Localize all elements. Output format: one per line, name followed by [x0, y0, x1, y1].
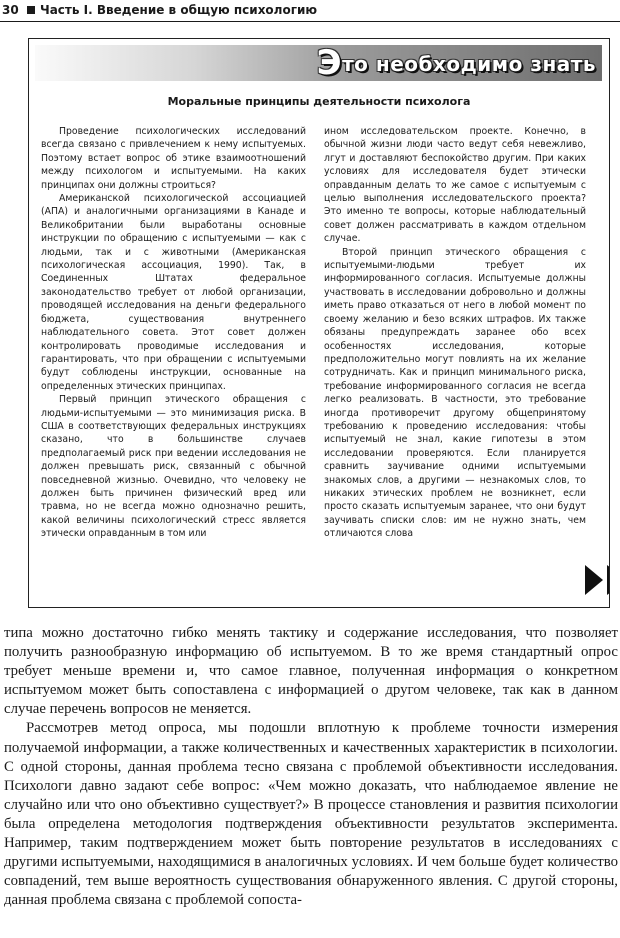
banner-first-letter: Э	[316, 43, 343, 83]
banner-rest: то необходимо знать	[342, 52, 596, 76]
sidebar-banner	[35, 45, 602, 81]
page-number: 30	[2, 3, 19, 17]
sidebar-left-column	[41, 125, 306, 541]
sidebar-right-column	[324, 125, 586, 541]
square-bullet-icon	[27, 6, 35, 14]
sidebar-paragraph: ином исследовательском проекте. Конечно, в обычной жизни люди часто ведут себя невежливо, лгут и доставляют беспокойство другим. При каких условиях для исследователя будет этически оправданным делать то же самое с испытуемым с целью выполнения исследовательского проекта? Это именно те вопросы, которые наблюдательный совет должен рассматривать в каждом отдельном случае.	[324, 126, 586, 245]
banner-title	[316, 43, 596, 83]
body-paragraph: типа можно достаточно гибко менять тактику и содержание исследования, что позволяет получить разнообразную информацию об испытуемом. В то же время стандартный опрос требует меньше времени и, что самое главное, полученная информация о конкретном испытуемом может быть сопоставлена с информацией о другом человеке, так как в данном случае перечень вопросов не меняется.	[4, 625, 618, 718]
running-header	[0, 0, 620, 22]
sidebar-paragraph: Второй принцип этического обращения с испытуемыми-людьми требует их информированного согласия. Испытуемые должны участвовать в исследовании добровольно и должны иметь право отказаться от него в любой момент по своему желанию и безо всяких штрафов. Их также обязаны предупреждать заранее обо всех особенностях исследования, которые предположительно могут повлиять на их желание сотрудничать. Как и принцип минимального риска, требование информированного согласия не всегда легко реализовать. В частности, это требование иногда противоречит другому общепринятому требованию к проведению исследования: чтобы испытуемый не знал, какие гипотезы в этом исследовании проверяются. Если планируется сравнить заучивание одними испытуемыми знакомых слов, а другими — незнакомых слов, то никаких этических проблем не возникнет, если просто сказать испытуемым заранее, что они будут заучивать списки слов: им не нужно знать, чем отличаются слова	[324, 246, 586, 540]
sidebar-box	[28, 38, 610, 608]
sidebar-paragraph: Проведение психологических исследований всегда связано с привлечением к нему испытуемых. Поэтому встает вопрос об этике взаимоотношений между психологом и испытуемыми. На каких принципах они должны строиться?	[41, 126, 306, 191]
sidebar-paragraph: Американской психологической ассоциацией (АПА) и аналогичными организациями в Канаде и Великобритании были выработаны основные инструкции по обращению с испытуемыми — как с людьми, так и с животными (Американская психологическая ассоциация, 1990). Так, в Соединенных Штатах федеральное законодательство требует от любой организации, проводящей исследования на деньги федерального бюджета, существования внутреннего наблюдательного совета. Этот совет должен контролировать проводимые исследования и гарантировать, что при обращении с испытуемыми будут соблюдены инструкции, основанные на определенных этических принципах.	[41, 193, 306, 392]
body-text	[4, 624, 618, 910]
body-paragraph: Рассмотрев метод опроса, мы подошли вплотную к проблеме точности измерения получаемой информации, а также количественных и качественных характеристик в психологии. С одной стороны, данная проблема тесно связана с проблемой объективности исследования. Психологи давно задают себе вопрос: «Чем можно доказать, что наблюдаемое явление не случайно или что оно объективно существует?» В процессе становления и развития психологии была определена методология подтверждения объективности результатов эксперимента. Например, таким подтверждением может быть повторение результатов в исследованиях с другими испытуемыми, находящимися в аналогичных условиях. И чем больше будет количество совпадений, тем выше вероятность существования обнаруженного явления. С другой стороны, данная проблема связана с проблемой сопоста-	[4, 720, 618, 909]
sidebar-title: Моральные принципы деятельности психолога	[167, 95, 471, 108]
header-rule	[0, 21, 620, 22]
double-arrow-right-icon	[583, 563, 610, 597]
running-title: Часть I. Введение в общую психологию	[40, 3, 318, 17]
sidebar-paragraph: Первый принцип этического обращения с людьми-испытуемыми — это минимизация риска. В США в соответствующих федеральных инструкциях сказано, что в большинстве случаев предполагаемый риск при ведении исследования не должен превышать риск, связанный с обычной повседневной жизнью. Очевидно, что человеку не должен быть причинен физический вред или травма, но не всегда можно однозначно решить, какой величины психологический стресс является этически оправданным в том или	[41, 394, 306, 540]
